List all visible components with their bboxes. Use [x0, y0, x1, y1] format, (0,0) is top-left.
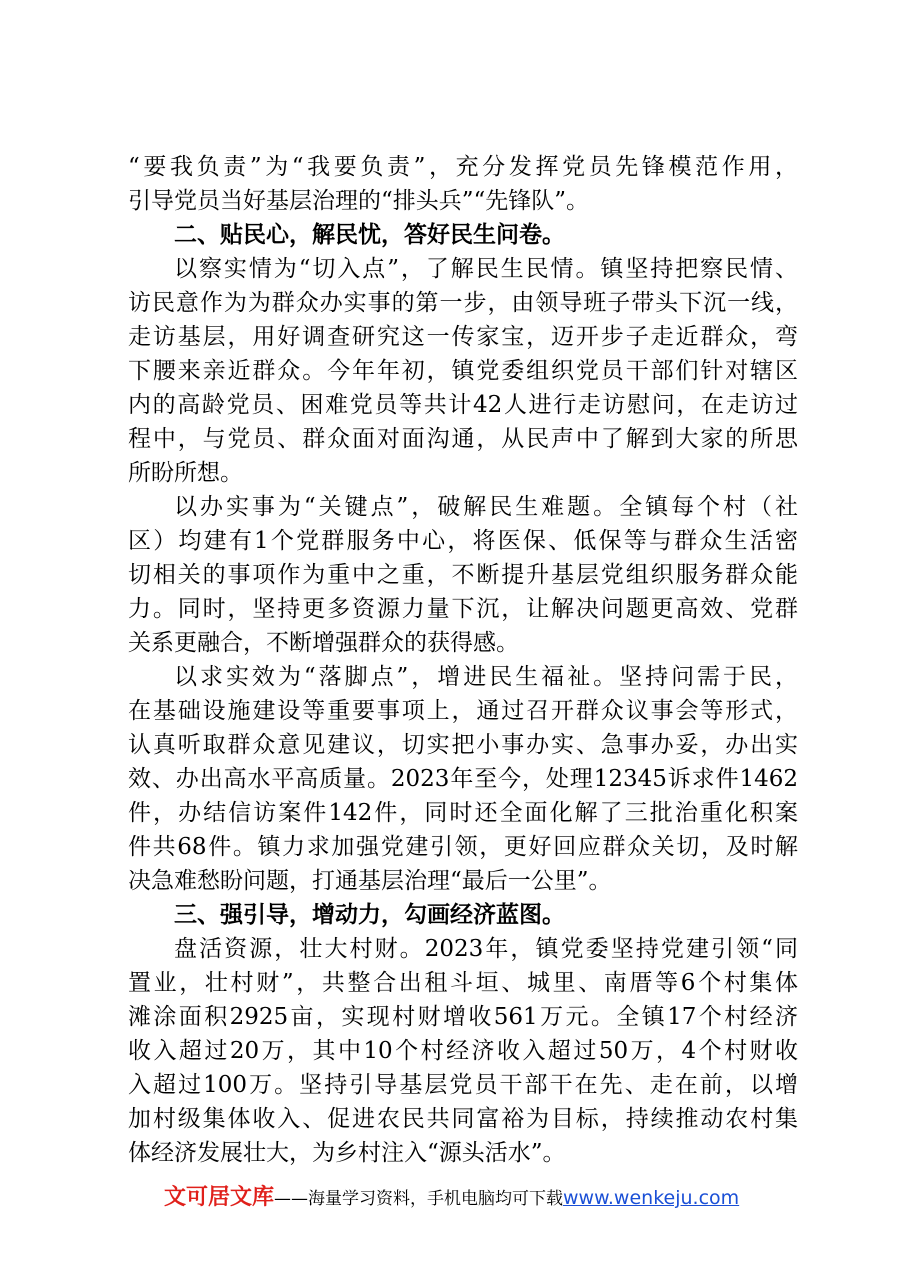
text-line: 收入超过20万，其中10个村经济收入超过50万，4个村财收 [128, 1038, 798, 1064]
text-line: 下腰来亲近群众。今年年初，镇党委组织党员干部们针对辖区 [128, 358, 798, 384]
text-line: 滩涂面积2925亩，实现村财增收561万元。全镇17个村经济 [128, 1004, 798, 1030]
text-line: 加村级集体收入、促进农民共同富裕为目标，持续推动农村集 [128, 1106, 798, 1132]
footer-banner [164, 1183, 739, 1213]
paragraph [128, 150, 798, 218]
text-line: 盘活资源，壮大村财。2023年，镇党委坚持党建引领“同 [174, 936, 798, 962]
footer-tagline: ——海量学习资料，手机电脑均可下载 [274, 1189, 564, 1209]
text-line: 访民意作为为群众办实事的第一步，由领导班子带头下沉一线， [128, 290, 798, 316]
text-line: 切相关的事项作为重中之重，不断提升基层党组织服务群众能 [128, 562, 798, 588]
text-line: 在基础设施建设等重要事项上，通过召开群众议事会等形式， [128, 698, 798, 724]
paragraph [128, 660, 798, 898]
section-heading [128, 218, 798, 252]
paragraph [128, 932, 798, 1170]
heading-text: 二、贴民心，解民忧，答好民生问卷。 [174, 222, 565, 248]
paragraph [128, 490, 798, 660]
text-line: 内的高龄党员、困难党员等共计42人进行走访慰问，在走访过 [128, 392, 798, 418]
text-line: 效、办出高水平高质量。2023年至今，处理12345诉求件1462 [128, 766, 798, 792]
heading-text: 三、强引导，增动力，勾画经济蓝图。 [174, 902, 565, 928]
text-line: “要我负责”为“我要负责”，充分发挥党员先锋模范作用， [128, 154, 798, 180]
text-line: 入超过100万。坚持引导基层党员干部干在先、走在前，以增 [128, 1072, 798, 1098]
footer-brand: 文可居文库 [164, 1185, 275, 1210]
text-line: 认真听取群众意见建议，切实把小事办实、急事办妥，办出实 [128, 732, 798, 758]
text-line: 件，办结信访案件142件，同时还全面化解了三批治重化积案 [128, 800, 798, 826]
text-line: 区）均建有1个党群服务中心，将医保、低保等与群众生活密 [128, 528, 798, 554]
text-line: 体经济发展壮大，为乡村注入“源头活水”。 [128, 1140, 566, 1166]
text-line: 件共68件。镇力求加强党建引领，更好回应群众关切，及时解 [128, 834, 798, 860]
text-line: 力。同时，坚持更多资源力量下沉，让解决问题更高效、党群 [128, 596, 798, 622]
section-heading [128, 898, 798, 932]
text-line: 以察实情为“切入点”，了解民生民情。镇坚持把察民情、 [174, 256, 798, 282]
document-body [128, 150, 798, 1170]
text-line: 以求实效为“落脚点”，增进民生福祉。坚持问需于民， [174, 664, 798, 690]
text-line: 置业，壮村财”，共整合出租斗垣、城里、南厝等6个村集体 [128, 970, 798, 996]
text-line: 以办实事为“关键点”，破解民生难题。全镇每个村（社 [174, 494, 798, 520]
text-line: 程中，与党员、群众面对面沟通，从民声中了解到大家的所思 [128, 426, 798, 452]
text-line: 决急难愁盼问题，打通基层治理“最后一公里”。 [128, 868, 612, 894]
text-line: 所盼所想。 [128, 460, 243, 486]
paragraph [128, 252, 798, 490]
text-line: 关系更融合，不断增强群众的获得感。 [128, 630, 519, 656]
text-line: 引导党员当好基层治理的“排头兵”“先锋队”。 [128, 188, 590, 214]
footer-link[interactable]: www.wenkeju.com [563, 1187, 740, 1209]
text-line: 走访基层，用好调查研究这一传家宝，迈开步子走近群众，弯 [128, 324, 798, 350]
